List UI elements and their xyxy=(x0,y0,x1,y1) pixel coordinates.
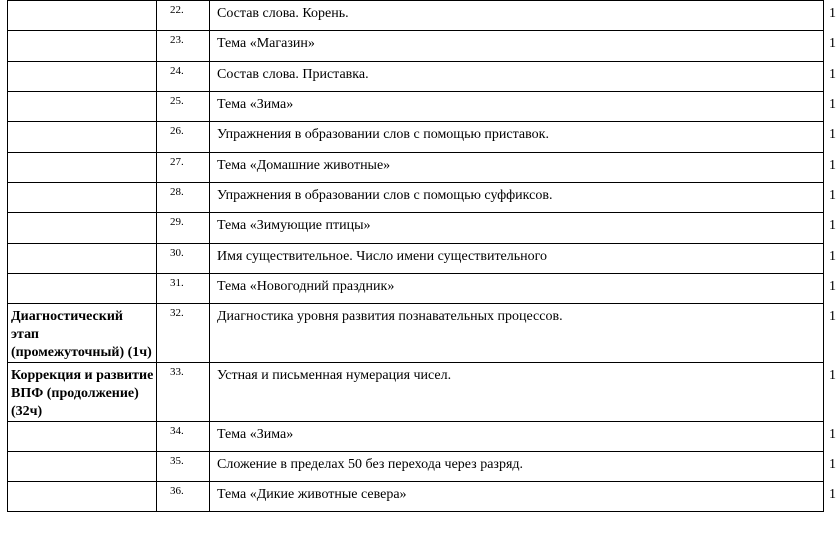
table-row: 23. Тема «Магазин» 1 xyxy=(8,31,824,62)
lesson-number: 22. xyxy=(157,1,210,31)
stage-cell xyxy=(8,1,157,31)
stage-cell xyxy=(8,452,157,482)
lesson-topic: Тема «Магазин» xyxy=(210,31,824,62)
stage-cell xyxy=(8,153,157,183)
lesson-topic: Сложение в пределах 50 без перехода через разряд. xyxy=(210,452,824,482)
table-row: 22. Состав слова. Корень. 1 xyxy=(8,1,824,31)
lesson-topic: Тема «Домашние животные» xyxy=(210,153,824,183)
lesson-number: 26. xyxy=(157,122,210,153)
lesson-number: 27. xyxy=(157,153,210,183)
lesson-topic: Устная и письменная нумерация чисел. xyxy=(210,363,824,422)
table-row: 29. Тема «Зимующие птицы» 1 xyxy=(8,213,824,244)
lesson-number: 23. xyxy=(157,31,210,62)
stage-cell xyxy=(8,244,157,274)
lesson-number: 33. xyxy=(157,363,210,422)
lesson-topic: Тема «Новогодний праздник» xyxy=(210,274,824,304)
table-row: 27. Тема «Домашние животные» 1 xyxy=(8,153,824,183)
stage-cell xyxy=(8,183,157,213)
lesson-number: 36. xyxy=(157,482,210,512)
stage-cell xyxy=(8,422,157,452)
lesson-topic: Состав слова. Приставка. xyxy=(210,62,824,92)
table-row: 35. Сложение в пределах 50 без перехода через разряд. 1 xyxy=(8,452,824,482)
lesson-number: 35. xyxy=(157,452,210,482)
table-row: 34. Тема «Зима» 1 xyxy=(8,422,824,452)
stage-cell xyxy=(8,274,157,304)
lesson-topic: Имя существительное. Число имени существительного xyxy=(210,244,824,274)
lesson-number: 30. xyxy=(157,244,210,274)
lesson-number: 28. xyxy=(157,183,210,213)
lesson-topic: Состав слова. Корень. xyxy=(210,1,824,31)
lesson-topic: Тема «Зимующие птицы» xyxy=(210,213,824,244)
table-row: 31. Тема «Новогодний праздник» 1 xyxy=(8,274,824,304)
stage-cell xyxy=(8,62,157,92)
stage-cell xyxy=(8,31,157,62)
stage-cell: Коррекция и развитие ВПФ (продолжение) (32ч) xyxy=(8,363,157,422)
table-row: Коррекция и развитие ВПФ (продолжение) (32ч) 33. Устная и письменная нумерация чисел. 1 xyxy=(8,363,824,422)
lesson-number: 29. xyxy=(157,213,210,244)
table-row: 25. Тема «Зима» 1 xyxy=(8,92,824,122)
lesson-topic: Диагностика уровня развития познавательных процессов. xyxy=(210,304,824,363)
lesson-plan-table xyxy=(7,0,836,512)
lesson-number: 34. xyxy=(157,422,210,452)
table-row: 30. Имя существительное. Число имени существительного 1 xyxy=(8,244,824,274)
stage-cell: Диагностический этап (промежуточный) (1ч) xyxy=(8,304,157,363)
table-row: 24. Состав слова. Приставка. 1 xyxy=(8,62,824,92)
lesson-topic: Тема «Дикие животные севера» xyxy=(210,482,824,512)
stage-cell xyxy=(8,92,157,122)
lesson-number: 25. xyxy=(157,92,210,122)
table-row: 28. Упражнения в образовании слов с помощью суффиксов. 1 xyxy=(8,183,824,213)
lesson-number: 24. xyxy=(157,62,210,92)
stage-cell xyxy=(8,122,157,153)
lesson-topic: Упражнения в образовании слов с помощью суффиксов. xyxy=(210,183,824,213)
lesson-number: 31. xyxy=(157,274,210,304)
table-row: 36. Тема «Дикие животные севера» 1 xyxy=(8,482,824,512)
table-row: Диагностический этап (промежуточный) (1ч) 32. Диагностика уровня развития познавательных процессов. 1 xyxy=(8,304,824,363)
lesson-topic: Тема «Зима» xyxy=(210,422,824,452)
lesson-topic: Упражнения в образовании слов с помощью приставок. xyxy=(210,122,824,153)
stage-cell xyxy=(8,482,157,512)
table-row: 26. Упражнения в образовании слов с помощью приставок. 1 xyxy=(8,122,824,153)
lesson-topic: Тема «Зима» xyxy=(210,92,824,122)
stage-cell xyxy=(8,213,157,244)
lesson-number: 32. xyxy=(157,304,210,363)
